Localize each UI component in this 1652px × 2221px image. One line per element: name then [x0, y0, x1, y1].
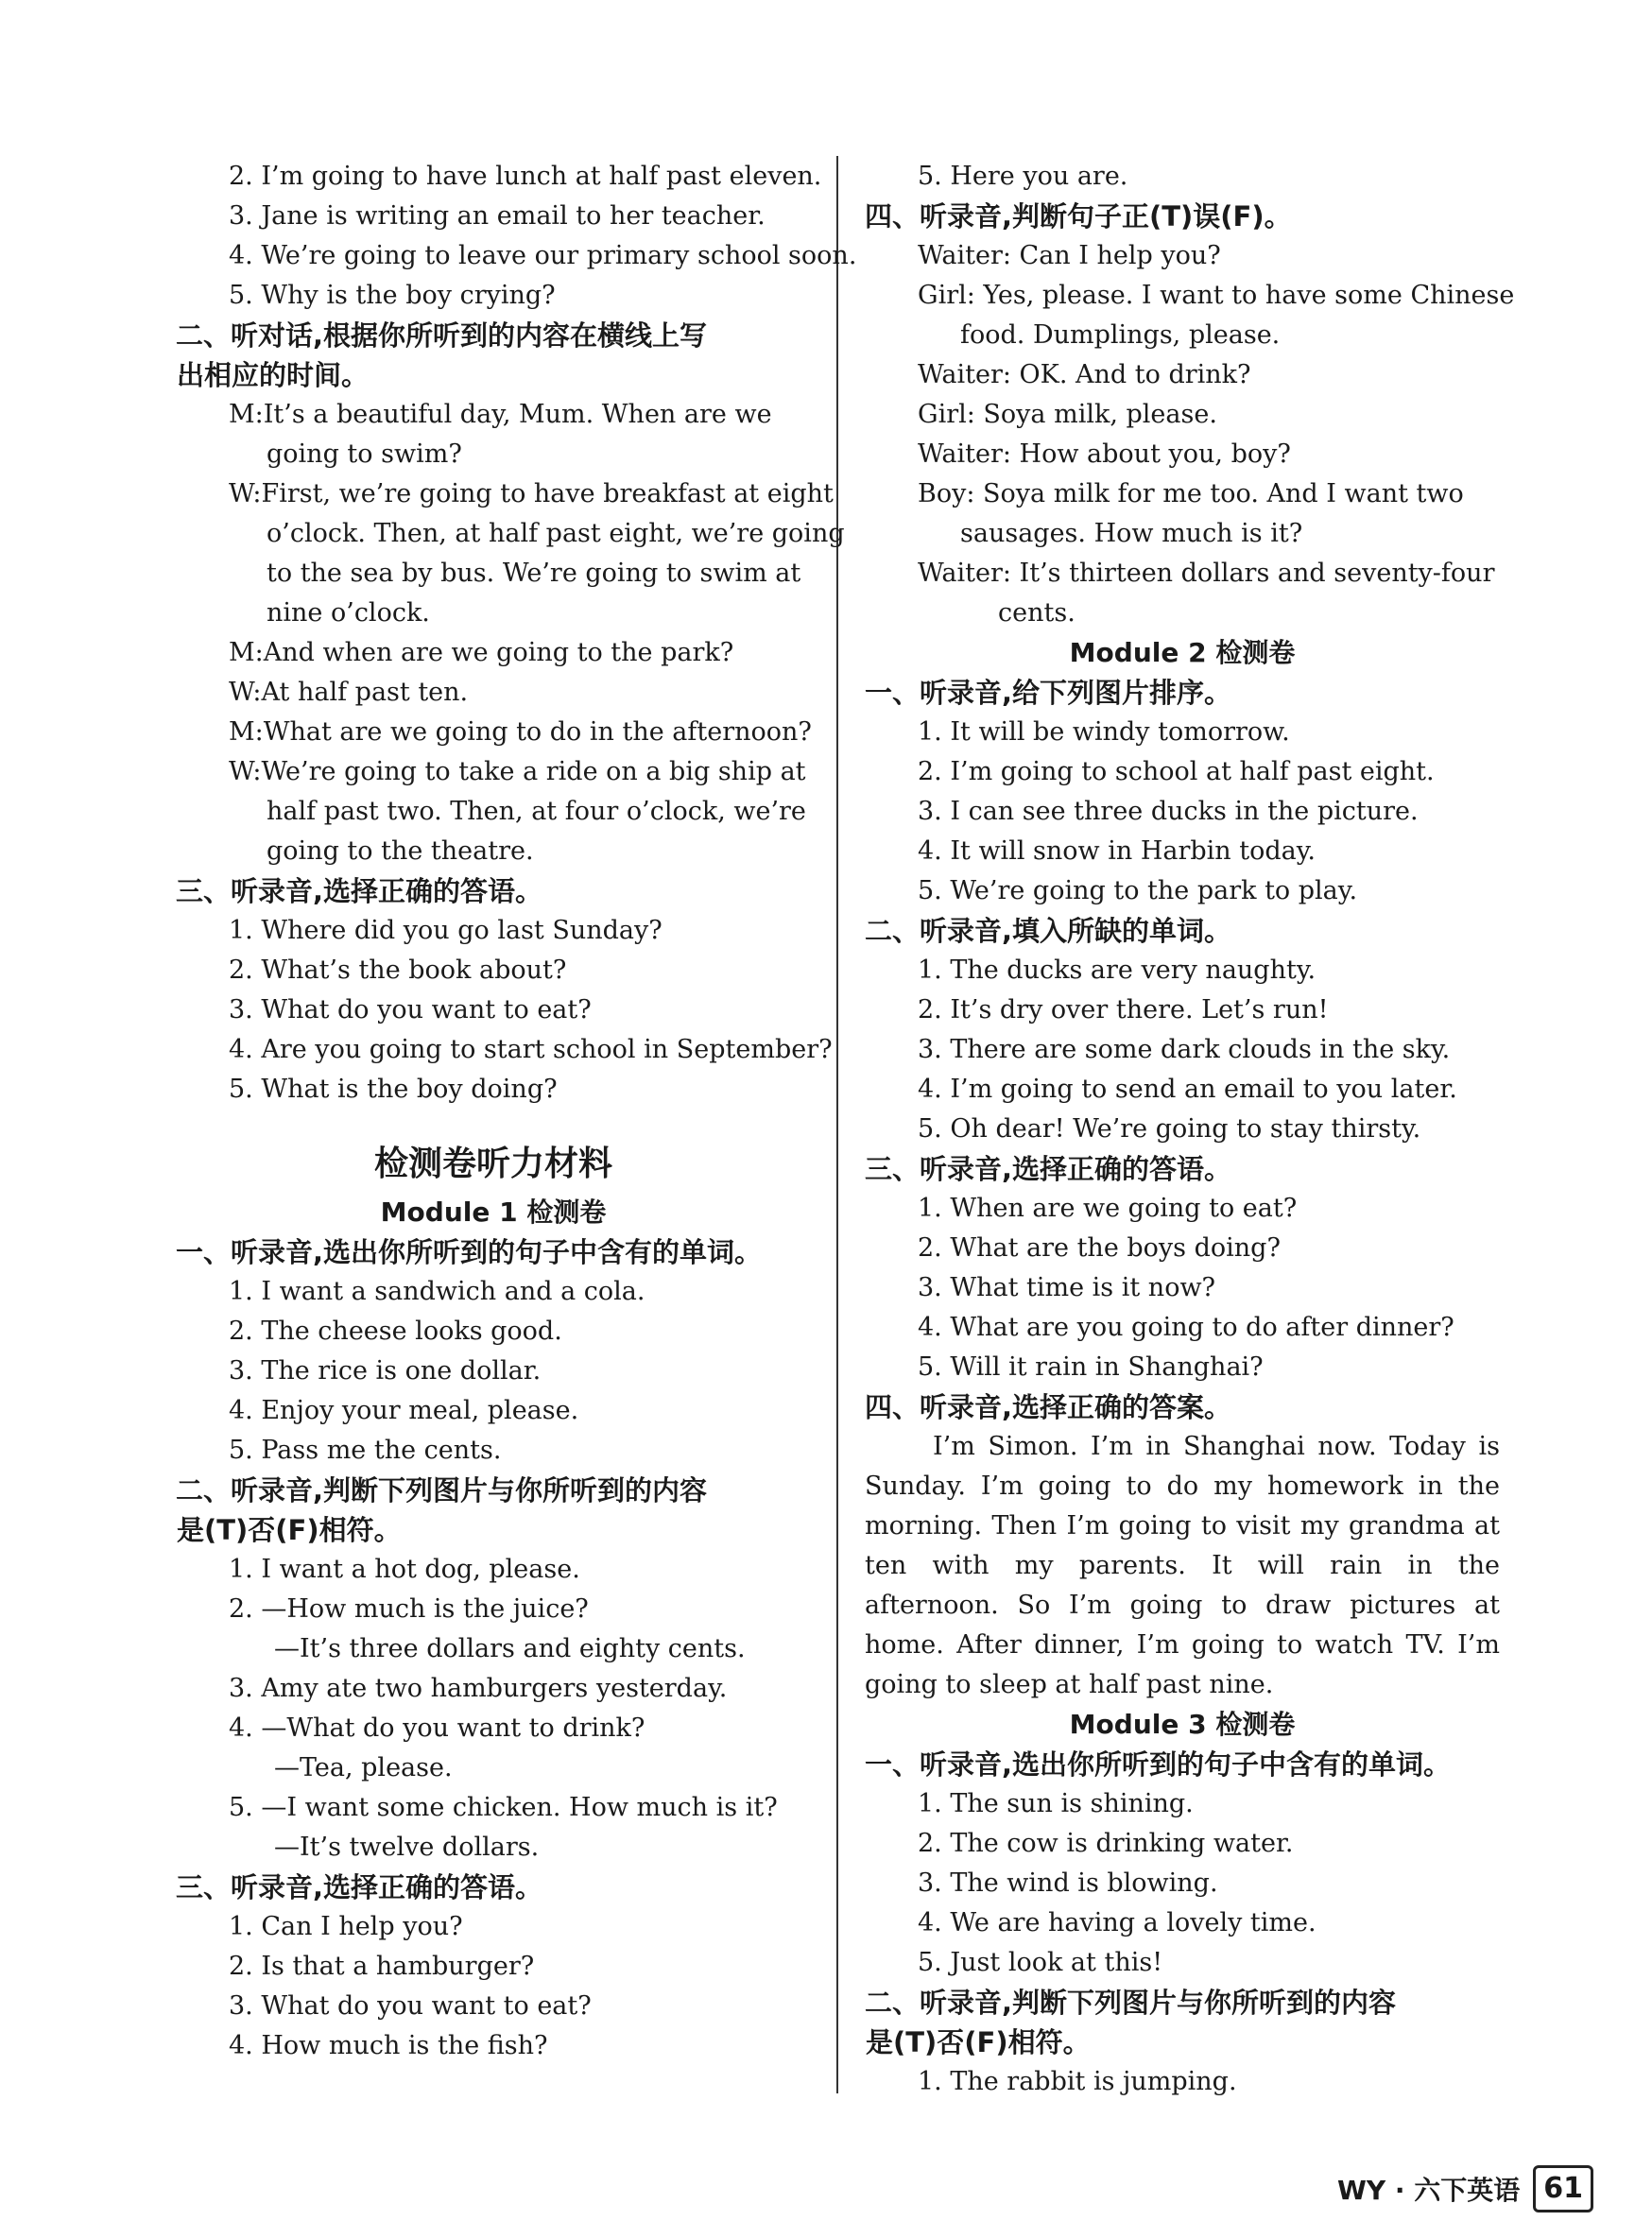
- text-line: 4. Enjoy your meal, please.: [229, 1396, 579, 1425]
- text-line: —It’s twelve dollars.: [274, 1833, 540, 1862]
- section-heading-continuation: 是(T)否(F)相符。: [866, 2026, 1091, 2058]
- text-line: 3. Jane is writing an email to her teacher.: [229, 201, 766, 231]
- dialogue-continuation: o’clock. Then, at half past eight, we’re going: [267, 519, 845, 548]
- dialogue-continuation: to the sea by bus. We’re going to swim at: [267, 559, 801, 588]
- text-line: 5. Will it rain in Shanghai?: [918, 1352, 1264, 1382]
- text-line: 1. When are we going to eat?: [918, 1194, 1298, 1223]
- section-heading: 一、听录音,选出你所听到的句子中含有的单词。: [176, 1236, 763, 1268]
- dialogue-continuation: half past two. Then, at four o’clock, we’re: [267, 797, 806, 826]
- dialogue-continuation: going to swim?: [267, 439, 462, 469]
- module-2-heading: Module 2 检测卷: [1069, 637, 1296, 668]
- text-line: 5. Why is the boy crying?: [229, 281, 556, 310]
- section-heading: 二、听录音,判断下列图片与你所听到的内容: [176, 1474, 708, 1506]
- section-heading: 二、听录音,判断下列图片与你所听到的内容: [865, 1987, 1397, 2019]
- text-line: 3. What do you want to eat?: [229, 1991, 592, 2021]
- dialogue-line: M:And when are we going to the park?: [229, 638, 734, 667]
- dialogue-continuation: food. Dumplings, please.: [960, 320, 1281, 350]
- main-heading: 检测卷听力材料: [373, 1145, 612, 1183]
- dialogue-continuation: nine o’clock.: [267, 598, 430, 628]
- dialogue-line: Girl: Yes, please. I want to have some Chinese: [918, 281, 1515, 310]
- dialogue-line: Waiter: OK. And to drink?: [918, 360, 1251, 389]
- text-line: 2. What are the boys doing?: [918, 1233, 1281, 1263]
- text-line: 2. Is that a hamburger?: [229, 1952, 535, 1981]
- text-line: 3. I can see three ducks in the picture.: [918, 797, 1419, 826]
- module-1-heading: Module 1 检测卷: [380, 1197, 607, 1228]
- text-line: 1. Can I help you?: [229, 1912, 463, 1941]
- section-heading: 二、听录音,填入所缺的单词。: [865, 915, 1232, 947]
- section-heading: 四、听录音,判断句子正(T)误(F)。: [865, 200, 1292, 232]
- text-line: 4. I’m going to send an email to you later.: [918, 1075, 1457, 1104]
- question-line: 3. What do you want to eat?: [229, 995, 592, 1024]
- dialogue-line: M:It’s a beautiful day, Mum. When are we: [229, 400, 772, 429]
- section-heading: 三、听录音,选择正确的答语。: [176, 1871, 543, 1903]
- dialogue-continuation: going to the theatre.: [267, 836, 534, 866]
- left-column: [176, 157, 857, 2066]
- reading-paragraph: I’m Simon. I’m in Shanghai now. Today is Sunday. I’m going to do my homework in the morning. Then I’m going to visit my grandma at ten with my parents. It will rain in the afternoon. So I’m going to draw pictures at home. After dinner, I’m going to watch TV. I’m going to sleep at half past nine.: [865, 1432, 1500, 1699]
- text-line: 5. We’re going to the park to play.: [918, 876, 1358, 905]
- dialogue-line: Waiter: How about you, boy?: [918, 439, 1291, 469]
- dialogue-line: Waiter: Can I help you?: [918, 241, 1221, 270]
- text-line: 4. What are you going to do after dinner?: [918, 1313, 1454, 1342]
- footer-label: WY · 六下英语: [1337, 2175, 1521, 2206]
- text-line: 2. It’s dry over there. Let’s run!: [918, 995, 1329, 1024]
- text-line: 1. I want a sandwich and a cola.: [229, 1277, 645, 1306]
- page-footer: [1337, 2164, 1593, 2213]
- text-line: 1. The ducks are very naughty.: [918, 956, 1316, 985]
- page-number: 61: [1533, 2165, 1593, 2212]
- text-line: 3. There are some dark clouds in the sky.: [918, 1035, 1451, 1064]
- text-line: 5. —I want some chicken. How much is it?: [229, 1793, 778, 1822]
- dialogue-line: Waiter: It’s thirteen dollars and seventy-four: [918, 559, 1495, 588]
- dialogue-line: W:At half past ten.: [229, 678, 469, 707]
- dialogue-line: M:What are we going to do in the afternoon?: [229, 717, 812, 747]
- text-line: 4. It will snow in Harbin today.: [918, 836, 1316, 866]
- text-line: 2. I’m going to have lunch at half past eleven.: [229, 162, 822, 191]
- question-line: 1. Where did you go last Sunday?: [229, 916, 663, 945]
- text-line: 3. What time is it now?: [918, 1273, 1216, 1302]
- section-heading: 一、听录音,给下列图片排序。: [865, 677, 1232, 709]
- text-line: 4. How much is the fish?: [229, 2031, 548, 2060]
- column-divider: [836, 156, 838, 2093]
- section-heading-continuation: 出相应的时间。: [177, 359, 370, 391]
- text-line: 5. Pass me the cents.: [229, 1436, 502, 1465]
- question-line: 2. What’s the book about?: [229, 956, 567, 985]
- text-line: 3. Amy ate two hamburgers yesterday.: [229, 1674, 728, 1703]
- text-line: 2. The cow is drinking water.: [918, 1829, 1294, 1858]
- section-heading-continuation: 是(T)否(F)相符。: [177, 1514, 402, 1546]
- dialogue-continuation: sausages. How much is it?: [960, 519, 1303, 548]
- right-column: [865, 157, 1515, 2102]
- question-line: 5. What is the boy doing?: [229, 1075, 558, 1104]
- text-line: 1. It will be windy tomorrow.: [918, 717, 1290, 747]
- section-heading: 一、听录音,选出你所听到的句子中含有的单词。: [865, 1748, 1452, 1781]
- section-heading: 四、听录音,选择正确的答案。: [865, 1391, 1232, 1423]
- text-line: 2. I’m going to school at half past eight.: [918, 757, 1435, 786]
- module-3-heading: Module 3 检测卷: [1069, 1709, 1296, 1740]
- text-line: —Tea, please.: [274, 1753, 453, 1782]
- text-line: 2. The cheese looks good.: [229, 1317, 562, 1346]
- text-line: 3. The wind is blowing.: [918, 1868, 1218, 1898]
- dialogue-line: W:We’re going to take a ride on a big ship at: [229, 757, 806, 786]
- text-line: 1. The rabbit is jumping.: [918, 2067, 1237, 2096]
- text-line: 5. Oh dear! We’re going to stay thirsty.: [918, 1114, 1421, 1144]
- dialogue-line: Girl: Soya milk, please.: [918, 400, 1217, 429]
- dialogue-continuation: cents.: [998, 598, 1076, 628]
- dialogue-line: Boy: Soya milk for me too. And I want two: [918, 479, 1464, 508]
- text-line: 1. I want a hot dog, please.: [229, 1555, 580, 1584]
- text-line: 4. We are having a lovely time.: [918, 1908, 1316, 1937]
- text-line: 2. —How much is the juice?: [229, 1594, 589, 1624]
- text-line: 3. The rice is one dollar.: [229, 1356, 542, 1386]
- text-line: 5. Just look at this!: [918, 1948, 1163, 1977]
- text-line: —It’s three dollars and eighty cents.: [274, 1634, 746, 1663]
- text-line: 4. We’re going to leave our primary school soon.: [229, 241, 857, 270]
- question-line: 4. Are you going to start school in September?: [229, 1035, 833, 1064]
- section-heading: 三、听录音,选择正确的答语。: [176, 875, 543, 907]
- section-heading: 二、听对话,根据你所听到的内容在横线上写: [176, 319, 708, 352]
- text-line: 1. The sun is shining.: [918, 1789, 1194, 1818]
- text-line: 5. Here you are.: [918, 162, 1128, 191]
- section-heading: 三、听录音,选择正确的答语。: [865, 1153, 1232, 1185]
- text-line: 4. —What do you want to drink?: [229, 1713, 645, 1743]
- dialogue-line: W:First, we’re going to have breakfast at eight: [229, 479, 834, 508]
